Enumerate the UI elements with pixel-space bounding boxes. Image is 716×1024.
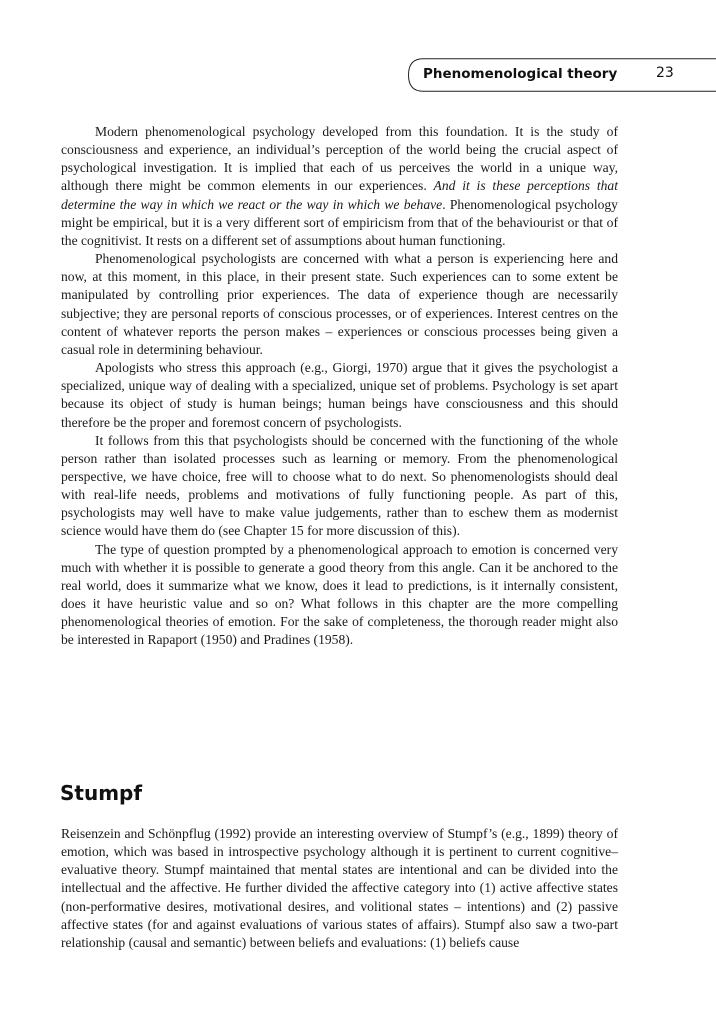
paragraph: It follows from this that psychologists should be concerned with the functioning of the whole person rather than isolated processes such as learning or memory. From the phenomenological perspective, we have choice, free will to choose what to do next. So phenomenologists should deal with real-life needs, problems and motivations of fully functioning people. As part of this, psychologists may well have to make value judgements, rather than to eschew them as modernist science would have them do (see Chapter 15 for more discussion of this).	[61, 432, 618, 539]
paragraph: Phenomenological psychologists are concerned with what a person is experiencing here and now, at this moment, in this place, in their present state. Such experiences can to some extent be manipulated by controlling prior experiences. The data of experience though are necessarily subjective; they are personal reports of conscious processes, or of experiences. Interest centres on the content of whatever reports the person makes – experiences or conscious processes being given a casual role in determining behaviour.	[61, 251, 618, 357]
intro-section	[61, 123, 618, 650]
paragraph	[61, 123, 618, 250]
paragraph: Apologists who stress this approach (e.g., Giorgi, 1970) argue that it gives the psychologist a specialized, unique way of dealing with a specialized, unique set of problems. Psychology is set apart because its object of study is human beings; human beings have consciousness and this should therefore be the proper and foremost concern of psychologists.	[61, 360, 618, 430]
running-head-title: Phenomenological theory	[423, 66, 618, 82]
paragraph: Reisenzein and Schönpflug (1992) provide an interesting overview of Stumpf’s (e.g., 1899) theory of emotion, which was based in introspective psychology although it is pertinent to current cognitive–evaluative theory. Stumpf maintained that mental states are intentional and can be divided into the intellectual and the affective. He further divided the affective category into (1) active affective states (non-performative desires, motivational desires, and volitional states – intentions) and (2) passive affective states (for and against evaluations of various states of affairs). Stumpf also saw a two-part relationship (causal and semantic) between beliefs and evaluations: (1) beliefs cause	[61, 826, 618, 950]
running-head	[407, 58, 716, 92]
page-number: 23	[656, 65, 674, 81]
emphasis-text: And it is these perceptions that determine the way in which we react or the way in which we behave	[61, 178, 618, 212]
paragraph: The type of question prompted by a phenomenological approach to emotion is concerned very much with whether it is possible to generate a good theory from this angle. Can it be anchored to the real world, does it summarize what we know, does it lead to predictions, is it internally consistent, does it have heuristic value and so on? What follows in this chapter are the more compelling phenomenological theories of emotion. For the sake of completeness, the thorough reader might also be interested in Rapaport (1950) and Pradines (1958).	[61, 541, 618, 648]
paragraph-text: Modern phenomenological psychology developed from this foundation. It is the study of consciousness and experience, an individual’s perception of the world being the crucial aspect of psychological investigation. It is implied that each of us perceives the world in a unique way, although there might be common elements in our experiences.	[61, 124, 618, 194]
paragraph-text: . Phenomenological psychology might be empirical, but it is a very different sort of empiricism from that of the behaviourist or that of the cognitivist. It rests on a different set of assumptions about human functioning.	[61, 196, 618, 248]
stumpf-section	[61, 825, 618, 952]
section-heading: Stumpf	[60, 781, 143, 805]
